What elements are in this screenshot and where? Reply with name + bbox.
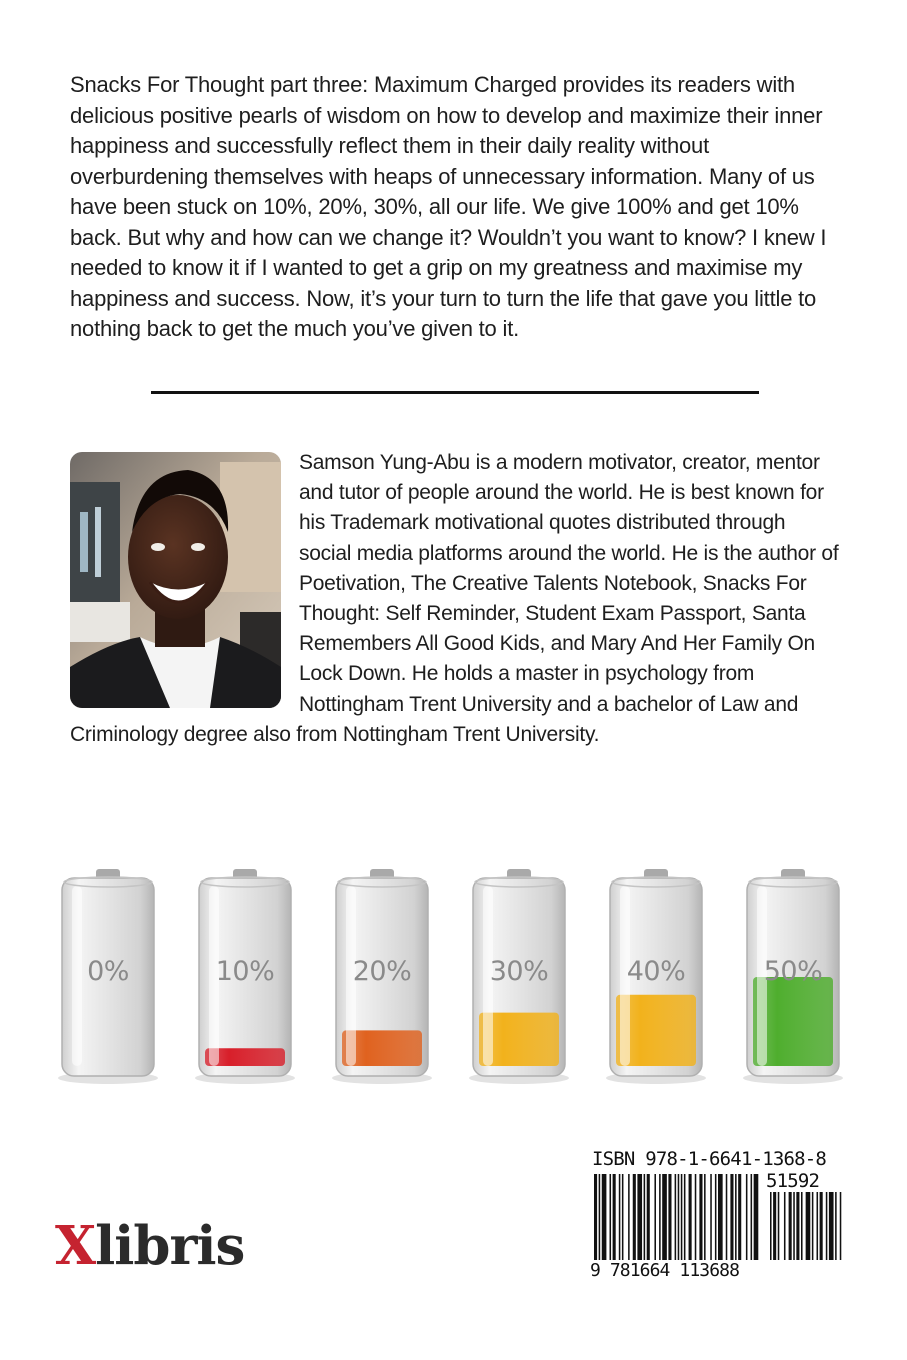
battery-label: 40% <box>626 956 686 987</box>
barcode-bar <box>594 1174 597 1266</box>
barcode-bar <box>730 1174 733 1266</box>
battery-5 <box>743 866 843 1086</box>
divider-line <box>151 391 759 394</box>
battery-label: 0% <box>87 956 129 987</box>
barcode-bar <box>718 1174 723 1266</box>
barcode-bar <box>675 1174 677 1266</box>
barcode-bar <box>789 1192 792 1266</box>
publisher-logo-rest: libris <box>95 1215 245 1277</box>
barcode-bar <box>678 1174 680 1266</box>
barcode-bar <box>826 1192 828 1266</box>
isbn-barcode <box>590 1148 846 1288</box>
barcode-bar <box>602 1174 607 1266</box>
barcode-bar <box>784 1192 786 1266</box>
battery-row <box>58 866 848 1086</box>
barcode-bar <box>599 1174 601 1266</box>
barcode-bar <box>647 1174 650 1266</box>
barcode-bar <box>619 1174 621 1266</box>
barcode-bar <box>628 1174 630 1266</box>
barcode-bar <box>840 1192 842 1266</box>
battery-0 <box>58 866 158 1086</box>
barcode-bar <box>622 1174 624 1266</box>
author-photo <box>70 452 281 708</box>
barcode-bar <box>735 1174 737 1266</box>
barcode-bar <box>633 1174 636 1266</box>
barcode-bar <box>801 1192 803 1266</box>
barcode-icon <box>590 1174 846 1274</box>
barcode-bar <box>746 1174 748 1266</box>
barcode-bar <box>793 1192 795 1266</box>
barcode-bar <box>829 1192 834 1266</box>
battery-label: 50% <box>763 956 823 987</box>
author-bio-text: Samson Yung-Abu is a modern motivator, creator, mentor and tutor of people around the world. He is best known for his Trademark motivational quotes distributed through social media platforms around the world. He is the author of Poetivation, The Creative Talents Notebook, Snacks For Thought: Self Reminder, Student Exam Passport, Santa Remembers All Good Kids, and Mary And Her Family On Lock Down. He holds a master in psychology from Nottingham Trent University and a bachelor of Law and Criminology degree also from Nottingham Trent University. <box>70 451 839 746</box>
barcode-bar <box>637 1174 642 1266</box>
barcode-bar <box>770 1192 772 1266</box>
barcode-bar <box>817 1192 819 1266</box>
barcode-bar <box>715 1174 717 1266</box>
author-portrait-icon <box>70 452 281 708</box>
battery-label: 20% <box>352 956 412 987</box>
barcode-bar <box>681 1174 683 1266</box>
barcode-bar <box>668 1174 671 1266</box>
price-code: 51592 <box>766 1170 820 1192</box>
barcode-bar <box>812 1192 814 1266</box>
barcode-bar <box>704 1174 706 1266</box>
barcode-bar <box>659 1174 661 1266</box>
book-blurb: Snacks For Thought part three: Maximum Charged provides its readers with delicious positive pearls of wisdom on how to develop and maximize their inner happiness and successfully reflect them in their daily reality without overburdening themselves with heaps of unnecessary information. Many of us have been stuck on 10%, 20%, 30%, all our life. We give 100% and get 10% back. But why and how can we change it? Wouldn’t you want to know? I knew I needed to know it if I wanted to get a grip on my greatness and maximise my happiness and success. Now, it’s your turn to turn the life that gave you little to nothing back to get the much you’ve given to it. <box>70 72 827 341</box>
barcode-bar <box>835 1192 837 1266</box>
barcode-bar <box>610 1174 612 1266</box>
battery-1 <box>195 866 295 1086</box>
battery-label: 10% <box>215 956 275 987</box>
barcode-bar <box>820 1192 823 1266</box>
barcode-bar <box>662 1174 667 1266</box>
barcode-bar <box>806 1192 811 1266</box>
barcode-bar <box>726 1174 728 1266</box>
author-bio-section <box>70 448 840 750</box>
barcode-number: 9 781664 113688 <box>590 1260 846 1281</box>
barcode-bar <box>654 1174 656 1266</box>
barcode-bar <box>754 1174 759 1266</box>
battery-label: 30% <box>489 956 549 987</box>
barcode-bar <box>613 1174 616 1266</box>
barcode-bar <box>778 1192 780 1266</box>
barcode-bar <box>796 1192 799 1266</box>
barcode-bar <box>689 1174 692 1266</box>
barcode-bar <box>699 1174 702 1266</box>
barcode-bar <box>773 1192 776 1266</box>
barcode-bar <box>751 1174 753 1266</box>
battery-3 <box>469 866 569 1086</box>
battery-4 <box>606 866 706 1086</box>
barcode-bar <box>710 1174 712 1266</box>
barcode-bar <box>695 1174 697 1266</box>
publisher-logo-initial: X <box>55 1215 96 1277</box>
isbn-label: ISBN 978-1-6641-1368-8 <box>592 1148 827 1170</box>
barcode-bar <box>738 1174 741 1266</box>
battery-2 <box>332 866 432 1086</box>
barcode-bar <box>684 1174 686 1266</box>
barcode-bar <box>644 1174 646 1266</box>
publisher-logo <box>55 1214 244 1278</box>
